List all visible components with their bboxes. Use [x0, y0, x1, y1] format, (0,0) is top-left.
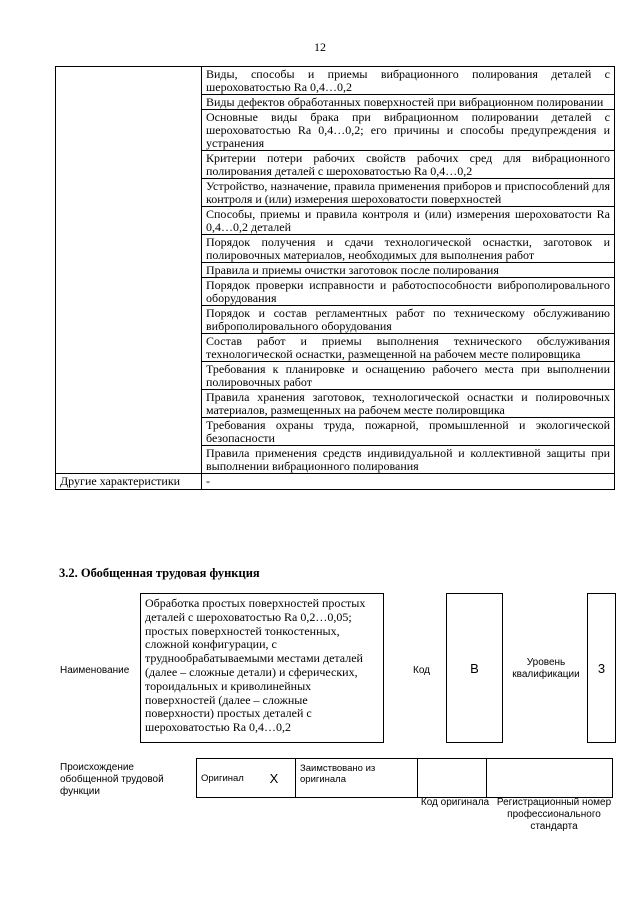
reg-number-cell: [487, 759, 613, 798]
function-name-box: Обработка простых поверхностей простых деталей с шероховатостью Ra 0,2…0,05; простых поверхностей тонкостенных, сложной конфигурации, с труднообрабатываемыми местами деталей (далее – сложные детали) и сферических, тороидальных и криволинейных поверхностей (далее – сложные поверхности) простых деталей с шероховатостью Ra 0,4…0,2: [140, 593, 384, 743]
knowledge-item: Виды, способы и приемы вибрационного полирования деталей с шероховатостью Ra 0,4…0,2: [202, 67, 615, 95]
code-value: В: [470, 661, 479, 676]
knowledge-item: Виды дефектов обработанных поверхностей при вибрационном полировании: [202, 95, 615, 110]
section-title: 3.2. Обобщенная трудовая функция: [59, 566, 260, 580]
reg-number-label: Регистрационный номер профессионального стандарта: [496, 797, 612, 832]
origin-label: Происхождение обобщенной трудовой функции: [60, 762, 164, 797]
page-number: 12: [314, 40, 326, 54]
table-row: [197, 759, 613, 798]
knowledge-item: Порядок и состав регламентных работ по техническому обслуживанию виброполировального оборудования: [202, 306, 615, 334]
knowledge-item: Порядок проверки исправности и работоспособности виброполировального оборудования: [202, 278, 615, 306]
knowledge-item: Правила хранения заготовок, технологической оснастки и полировочных материалов, размещенных на рабочем месте полировщика: [202, 390, 615, 418]
knowledge-item: Порядок получения и сдачи технологической оснастки, заготовок и полировочных материалов, необходимых для выполнения работ: [202, 235, 615, 263]
code-label: Код: [413, 665, 431, 676]
qualification-level-value: 3: [597, 661, 606, 676]
borrowed-label: Заимствовано из оригинала: [296, 759, 418, 798]
code-original-label: Код оригинала: [420, 797, 490, 808]
qualification-level-label: Уровень квалификации: [512, 657, 580, 680]
origin-table: [196, 758, 613, 798]
name-label: Наименование: [60, 665, 130, 676]
knowledge-item: Критерии потери рабочих свойств рабочих сред для вибрационного полирования деталей с шероховатостью Ra 0,4…0,2: [202, 151, 615, 179]
knowledge-item: Правила и приемы очистки заготовок после полирования: [202, 263, 615, 278]
knowledge-item: Требования к планировке и оснащению рабочего места при выполнении полировочных работ: [202, 362, 615, 390]
knowledge-item: Состав работ и приемы выполнения технического обслуживания технологической оснастки, размещенной на рабочем месте полировщика: [202, 334, 615, 362]
table-row: [56, 67, 615, 95]
table-row: [56, 474, 615, 490]
knowledge-item: Требования охраны труда, пожарной, промышленной и экологической безопасности: [202, 418, 615, 446]
other-characteristics-value: -: [202, 474, 615, 490]
knowledge-item: Способы, приемы и правила контроля и (или) измерения шероховатости Ra 0,4…0,2 деталей: [202, 207, 615, 235]
original-mark: X: [253, 759, 296, 798]
original-label: Оригинал: [197, 759, 254, 798]
code-original-cell: [418, 759, 487, 798]
knowledge-table: [55, 66, 615, 490]
knowledge-item: Устройство, назначение, правила применения приборов и приспособлений для контроля и (или) измерения шероховатости поверхностей: [202, 179, 615, 207]
knowledge-item: Основные виды брака при вибрационном полировании деталей с шероховатостью Ra 0,4…0,2; его причины и способы предупреждения и устранения: [202, 110, 615, 151]
knowledge-label-cell: [56, 67, 202, 474]
other-characteristics-label: Другие характеристики: [56, 474, 202, 490]
knowledge-item: Правила применения средств индивидуальной и коллективной защиты при выполнении вибрационного полирования: [202, 446, 615, 474]
